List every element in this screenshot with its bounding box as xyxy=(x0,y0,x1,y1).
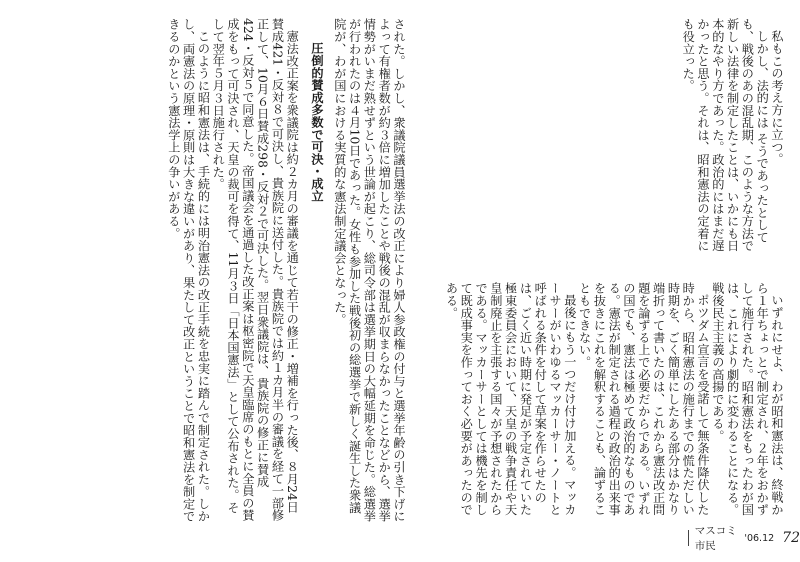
issue-date: '06.12 xyxy=(744,532,775,544)
text-column-left xyxy=(36,18,406,523)
text-column-bottom-right xyxy=(418,282,784,520)
paragraph: 最後にもう一つだけ付け加える。マッカーサーがいわゆるマッカーサー・ノートと呼ばれる条件を付して草案を作らせたのは、ごく近い時期に発足が予定されていた極東委員会において、天皇の戦争責任や天皇制廃止を主張する国々が予想されたからである。マッカーサーとしては機先を制して既成事実を作っておく必要があったのである。 xyxy=(444,282,577,516)
paragraph: しかし、法的には そうであったとしても、戦後のあの混乱期、このような方法で新しい法律を制定したことは、いかにも日本的なやり方であった。政治的にはまだ遅かったと思う。それは、昭和憲法の定着にも役立った。 xyxy=(681,18,770,252)
footer-divider xyxy=(688,530,689,546)
text-column-top-right xyxy=(418,18,784,256)
paragraph: 私もこの考え方に立つ。 xyxy=(770,30,784,166)
paragraph: いずれにせよ、わが昭和憲法は、終戦から１年ちょっとで制定され、２年をおかずして施行された。昭和憲法をもったわが国は、これにより劇的に変わることになる。戦後民主主義の高揚である。 xyxy=(710,282,784,516)
page-number: 72 xyxy=(782,530,800,546)
publication-name: マスコミ市民 xyxy=(694,525,737,552)
page-footer xyxy=(688,525,800,552)
paragraph: このように昭和憲法は、手続的には明治憲法の改正手続を忠実に踏んで制定された。しかし、両憲法の原理・原則は大きな違いがあり、果たして改正ということで昭和憲法を制定できるのかという憲法学上の争いがある。 xyxy=(166,18,211,523)
paragraph: ポツダム宣言を受諾して無条件降伏した時から、昭和憲法の施行までの慌ただしい時期を、ごく簡単にしたある部分はかなり端折って書いたのは、これから憲法改正問題を論ずる上で必要だからである。いずれの国でも、憲法は極めて政治的なものである。憲法が制定される過程の政治的出来事を抜きにこれを解釈することも、論ずることもできない。 xyxy=(577,282,711,516)
paragraph: された。しかし、衆議院議員選挙法の改正により婦人参政権の付与と選挙年齢の引き下げによって有権者数が約３倍に増加したことや戦後の混乱が収まらなかったことなどから、選挙情勢がいまだ熟せずという世論が起こり、総司令部は選挙期日の大幅延期を命じた。総選挙が行われたのは４月10日であった。女性も参加した戦後初の総選挙で新しく誕生した衆議院が、わが国における実質的な憲法制定議会となった。 xyxy=(332,18,406,523)
paragraph: 憲法改正案を衆議院は約２カ月の審議を通じて若干の修正・増補を行った後、８月24日賛成421・反対８で可決し、貴族院に送付した。貴族院では約１カ月半の審議を経て一部修正して、10月６日賛成298・反対２で可決した。翌日衆議院は、貴族院の修正に賛成424・反対５で同意した。帝国議会を通過した改正案は枢密院で天皇臨席のもとに全員の賛成をもって可決され、天皇の裁可を得て、11月３日「日本国憲法」として公布された。そして翌年５月３日施行された。 xyxy=(211,18,300,522)
section-heading: 圧倒的賛成多数で可決・成立 xyxy=(310,42,325,203)
